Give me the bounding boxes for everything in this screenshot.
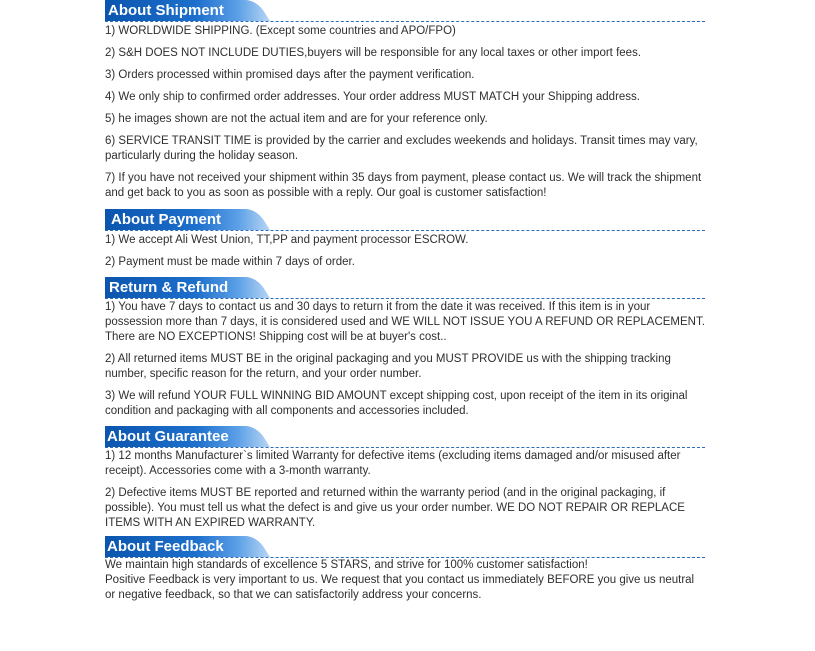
list-item: 6) SERVICE TRANSIT TIME is provided by the carrier and excludes weekends and holidays. Transit times may vary, particularly during the holiday season.: [105, 135, 698, 162]
section-header: [105, 209, 705, 231]
section-title: About Payment: [111, 211, 222, 228]
dashed-divider: [105, 557, 705, 558]
list-item: 1) WORLDWIDE SHIPPING. (Except some countries and APO/FPO): [105, 25, 456, 37]
list-item: 5) he images shown are not the actual item and are for your reference only.: [105, 113, 488, 125]
section-title: Return & Refund: [109, 279, 229, 296]
list-item: 4) We only ship to confirmed order addresses. Your order address MUST MATCH your Shipping address.: [105, 91, 640, 103]
dashed-divider: [105, 230, 705, 231]
section-title: About Feedback: [107, 538, 224, 555]
section-header: [105, 536, 705, 558]
section-payment: [105, 209, 705, 270]
section-header: [105, 0, 705, 22]
list-item: 7) If you have not received your shipment within 35 days from payment, please contact us. We will track the shipment and get back to you as soon as possible with a reply. Our goal is customer satisfaction!: [105, 172, 702, 199]
list-item: 2) All returned items MUST BE in the original packaging and you MUST PROVIDE us with the shipping tracking number, specific reason for the return, and your order number.: [105, 353, 671, 380]
list-item: 3) We will refund YOUR FULL WINNING BID AMOUNT except shipping cost, upon receipt of the item in its original condition and packaging with all components and accessories included.: [105, 390, 688, 417]
list-item: 1) We accept Ali West Union, TT,PP and payment processor ESCROW.: [105, 234, 469, 246]
list-item: 2) Payment must be made within 7 days of order.: [105, 256, 355, 268]
section-guarantee: [105, 426, 705, 531]
list-item: 2) S&H DOES NOT INCLUDE DUTIES,buyers will be responsible for any local taxes or other import fees.: [105, 47, 642, 59]
feedback-line: We maintain high standards of excellence 5 STARS, and strive for 100% customer satisfaction!: [105, 559, 588, 571]
feedback-line: Positive Feedback is very important to us. We request that you contact us immediately BEFORE you give us neutral or negative feedback, so that we can satisfactorily address your concerns.: [105, 574, 695, 601]
section-header: [105, 426, 705, 448]
list-item: 1) 12 months Manufacturer`s limited Warranty for defective items (excluding items damaged and/or misused after receipt). Accessories come with a 3-month warranty.: [105, 450, 681, 477]
list-item: 1) You have 7 days to contact us and 30 days to return it from the date it was received. If this item is in your possession more than 7 days, it is considered used and WE WILL NOT ISSUE YOU A REFUND OR REPLACEMENT. There are NO EXCEPTIONS! Shipping cost will be at buyer's cost..: [105, 301, 705, 343]
list-item: 3) Orders processed within promised days after the payment verification.: [105, 69, 475, 81]
section-title: About Shipment: [108, 2, 224, 19]
section-return-refund: [105, 277, 705, 419]
dashed-divider: [105, 21, 705, 22]
section-shipment: [105, 0, 705, 201]
section-header: [105, 277, 705, 299]
dashed-divider: [105, 298, 705, 299]
section-feedback: [105, 536, 705, 603]
section-title: About Guarantee: [107, 428, 229, 445]
list-item: 2) Defective items MUST BE reported and returned within the warranty period (and in the original packaging, if possible). You must tell us what the defect is and give us your order number. WE DO NOT REPAIR OR REPLACE ITEMS WITH AN EXPIRED WARRANTY.: [105, 487, 685, 529]
dashed-divider: [105, 447, 705, 448]
